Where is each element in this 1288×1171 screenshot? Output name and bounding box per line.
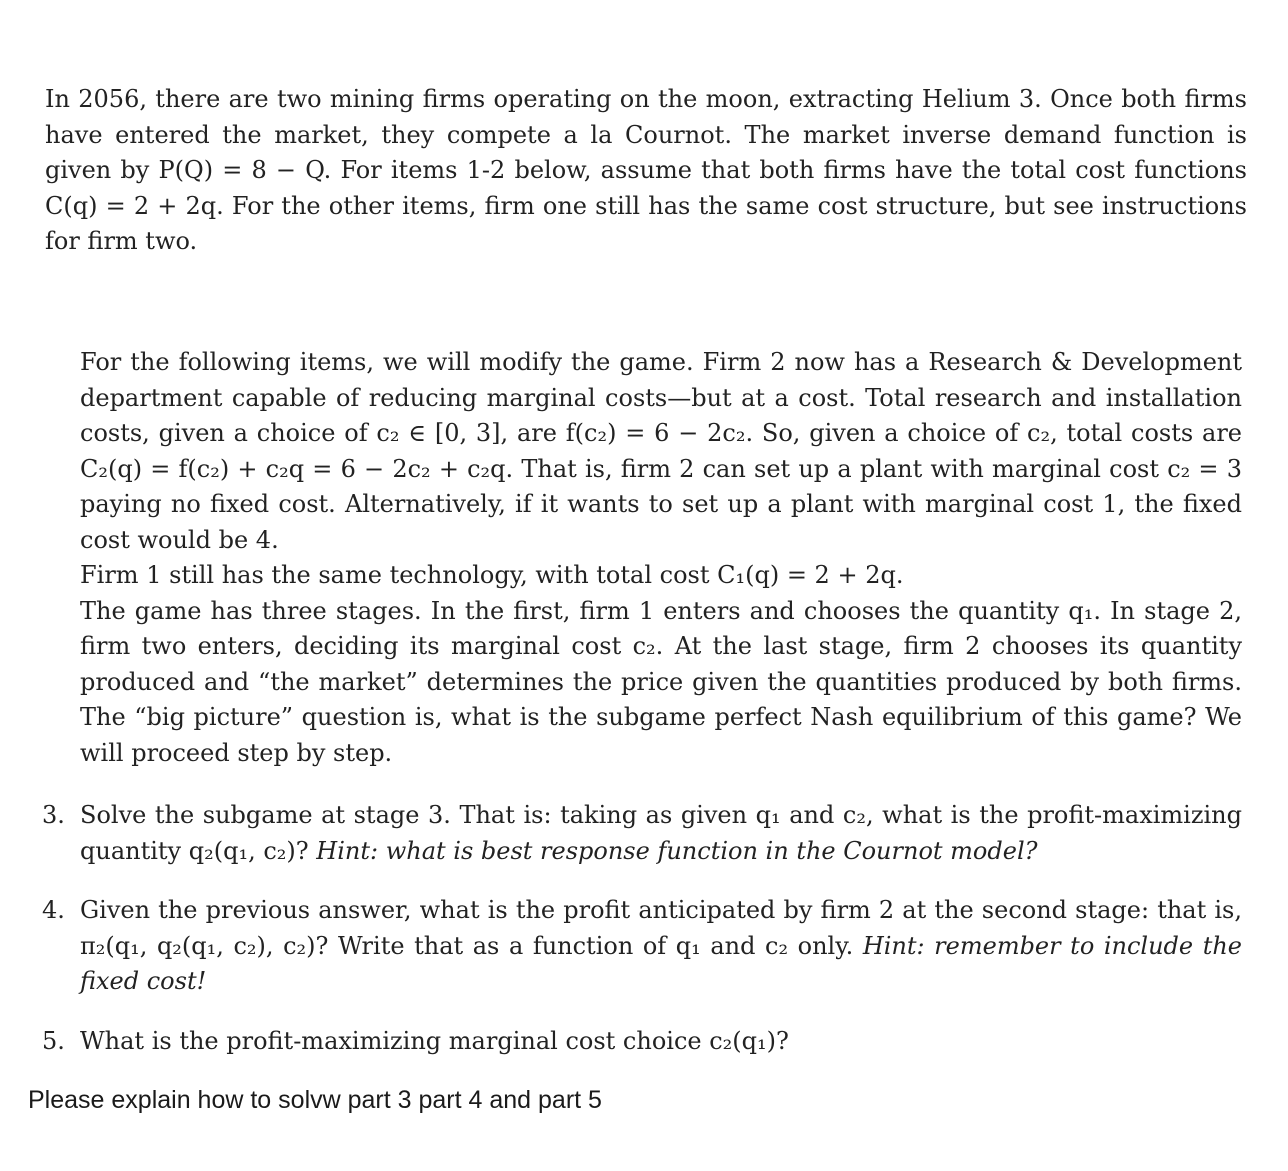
item-text: Solve the subgame at stage 3. That is: taking as given q₁ and c₂, what is the profit-maximizing quantity q₂(q₁, c₂)? bbox=[80, 801, 1242, 865]
list-item-5 bbox=[42, 1024, 1242, 1060]
item-hint: Hint: remember to include the fixed cost! bbox=[80, 931, 1242, 995]
intro-paragraph: In 2056, there are two mining firms operating on the moon, extracting Helium 3. Once both firms have entered the market, they compete a la Cournot. The market inverse demand function is given by P(Q) = 8 − Q. For items 1-2 below, assume that both firms have the total cost functions C(q) = 2 + 2q. For the other items, firm one still has the same cost structure, but see instructions for firm two. bbox=[45, 85, 1247, 255]
rd-description: For the following items, we will modify the game. Firm 2 now has a Research & Development department capable of reducing marginal costs—but at a cost. Total research and installation costs, given a choice of c₂ ∈ [0, 3], are f(c₂) = 6 − 2c₂. So, given a choice of c₂, total costs are C₂(q) = f(c₂) + c₂q = 6 − 2c₂ + c₂q. That is, firm 2 can set up a plant with marginal cost c₂ = 3 paying no fixed cost. Alternatively, if it wants to set up a plant with marginal cost 1, the fixed cost would be 4. bbox=[80, 348, 1242, 554]
firm1-technology: Firm 1 still has the same technology, with total cost C₁(q) = 2 + 2q. bbox=[80, 561, 904, 589]
item-number: 3. bbox=[42, 801, 65, 829]
item-text: Given the previous answer, what is the profit anticipated by firm 2 at the second stage: that is, π₂(q₁, q₂(q₁, c₂), c₂)? Write that as a function of q₁ and c₂ only. bbox=[80, 896, 1242, 960]
item-number: 5. bbox=[42, 1027, 65, 1055]
item-body bbox=[80, 798, 1242, 869]
game-modification-paragraph bbox=[80, 345, 1242, 771]
user-question: Please explain how to solvw part 3 part 4 and part 5 bbox=[28, 1086, 602, 1114]
item-body bbox=[80, 893, 1242, 1000]
item-text: What is the profit-maximizing marginal cost choice c₂(q₁)? bbox=[80, 1027, 789, 1055]
list-item-4 bbox=[42, 893, 1242, 1000]
game-stages: The game has three stages. In the first, firm 1 enters and chooses the quantity q₁. In stage 2, firm two enters, deciding its marginal cost c₂. At the last stage, firm 2 chooses its quantity produced and “the market” determines the price given the quantities produced by both firms. The “big picture” question is, what is the subgame perfect Nash equilibrium of this game? We will proceed step by step. bbox=[80, 596, 1242, 767]
item-number: 4. bbox=[42, 896, 65, 924]
list-item-3 bbox=[42, 798, 1242, 869]
item-hint: Hint: what is best response function in the Cournot model? bbox=[316, 836, 1038, 865]
item-body bbox=[80, 1024, 1242, 1060]
